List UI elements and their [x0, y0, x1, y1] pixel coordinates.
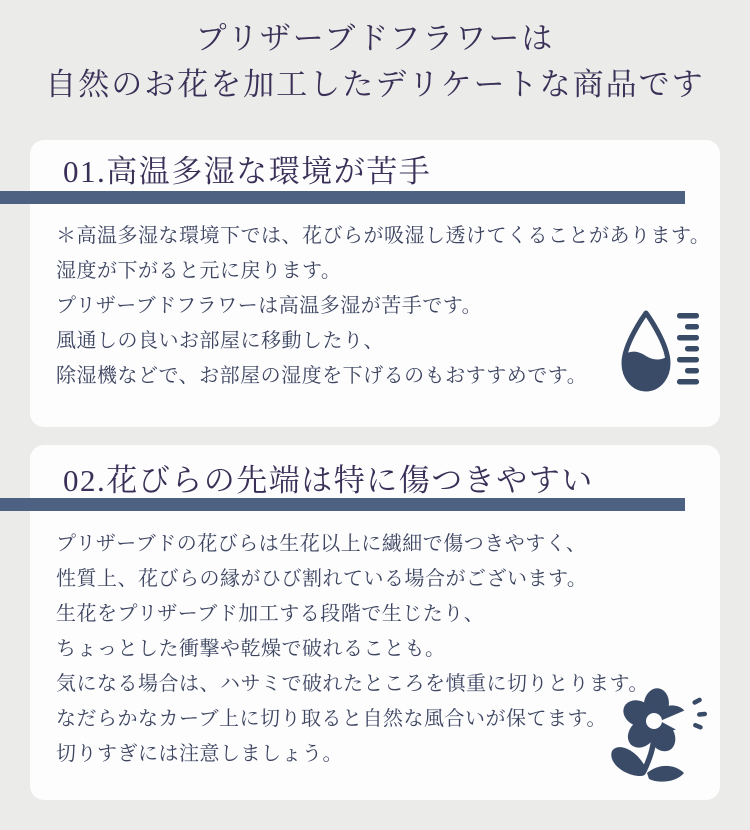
accent-bar-01	[0, 191, 685, 204]
page-title-line2: 自然のお花を加工したデリケートな商品です	[45, 67, 705, 102]
section-heading-02: 02.花びらの先端は特に傷つきやすい	[63, 463, 594, 498]
body-line: 切りすぎには注意しましょう。	[56, 743, 343, 765]
body-line: 気になる場合は、ハサミで破れたところを慎重に切りとります。	[56, 673, 649, 695]
accent-bar-02	[0, 498, 685, 511]
body-line: 湿度が下がると元に戻ります。	[56, 260, 342, 282]
body-line: ちょっとした衝撃や乾燥で破れることも。	[56, 638, 446, 660]
body-line: プリザーブドフラワーは高温多湿が苦手です。	[56, 295, 483, 317]
section-body-02	[56, 527, 676, 772]
body-line: 生花をプリザーブド加工する段階で生じたり、	[56, 603, 485, 625]
section-body-01	[56, 219, 711, 394]
body-line: 風通しの良いお部屋に移動したり、	[56, 330, 384, 352]
page-title	[0, 16, 750, 108]
section-card-humidity	[30, 140, 720, 427]
body-line: 除湿機などで、お部屋の湿度を下げるのもおすすめです。	[56, 365, 588, 387]
section-heading-01: 01.高温多湿な環境が苦手	[63, 154, 432, 189]
body-line: プリザーブドの花びらは生花以上に繊細で傷つきやすく、	[56, 533, 587, 555]
flower-cut-icon	[608, 685, 718, 787]
body-line: ＊高温多湿な環境下では、花びらが吸湿し透けてくることがあります。	[56, 225, 711, 247]
body-line: 性質上、花びらの縁がひび割れている場合がございます。	[56, 568, 588, 590]
body-line: なだらかなカーブ上に切り取ると自然な風合いが保てます。	[56, 708, 607, 730]
humidity-drop-icon	[613, 309, 717, 399]
page-title-line1: プリザーブドフラワーは	[195, 21, 555, 56]
